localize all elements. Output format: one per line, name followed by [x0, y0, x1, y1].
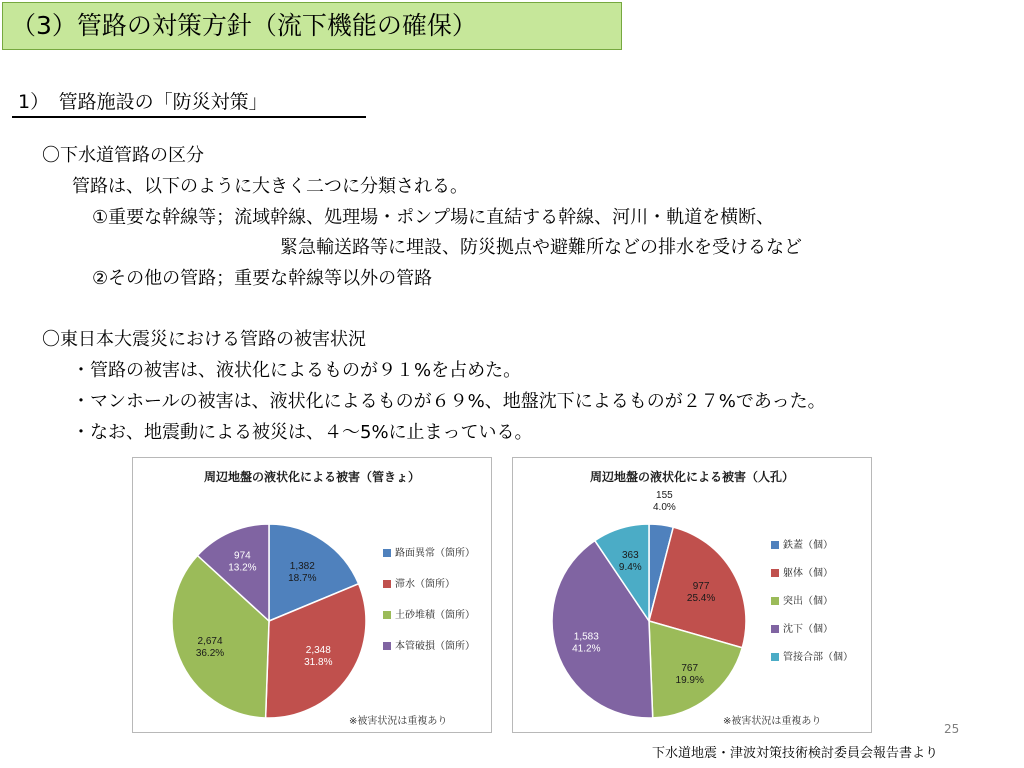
pie-0-legend-swatch-3 — [383, 642, 391, 650]
classification-heading: 〇下水道管路の区分 — [42, 145, 204, 166]
classification-intro: 管路は、以下のように大きく二つに分類される。 — [72, 176, 468, 197]
pie-0-legend-label-0: 路面異常（箇所） — [395, 548, 475, 559]
section-heading: 1） 管路施設の「防災対策」 — [12, 88, 366, 118]
manhole-damage-chart-title: 周辺地盤の液状化による被害（人孔） — [589, 470, 794, 484]
pie-1-data-label-4: 363 9.4% — [618, 549, 642, 573]
damage-bullet-2: ・マンホールの被害は、液状化によるものが６９%、地盤沈下によるものが２７%であった。 — [72, 391, 826, 412]
pie-1-legend-swatch-3 — [771, 625, 779, 633]
pie-1-legend-label-1: 躯体（個） — [783, 568, 833, 579]
damage-bullet-1: ・管路の被害は、液状化によるものが９１%を占めた。 — [72, 360, 522, 381]
classification-item-1: ①重要な幹線等；流域幹線、処理場・ポンプ場に直結する幹線、河川・軌道を横断、 — [92, 207, 775, 228]
manhole-damage-note: ※被害状況は重複あり — [723, 716, 822, 727]
pie-0-legend-swatch-2 — [383, 611, 391, 619]
pipe-damage-chart-title: 周辺地盤の液状化による被害（管きょ） — [203, 470, 420, 484]
slide-title — [2, 2, 622, 50]
pie-1-legend-label-0: 鉄蓋（個） — [783, 540, 833, 551]
pipe-damage-note: ※被害状況は重複あり — [349, 716, 448, 727]
source-citation: 下水道地震・津波対策技術検討委員会報告書より — [652, 746, 939, 761]
pie-1-legend-swatch-0 — [771, 541, 779, 549]
pipe-damage-chart — [132, 457, 492, 733]
page-number: 25 — [944, 722, 960, 736]
slide-title-text: （3）管路の対策方針（流下機能の確保） — [11, 11, 477, 40]
pie-0-data-label-2: 2,674 36.2% — [195, 635, 225, 659]
manhole-damage-chart — [512, 457, 872, 733]
pie-1-legend-swatch-1 — [771, 569, 779, 577]
pie-0-legend-label-1: 滞水（箇所） — [395, 579, 455, 590]
pie-0-legend-label-2: 土砂堆積（箇所） — [395, 610, 475, 621]
pie-0-data-label-3: 974 13.2% — [228, 550, 257, 574]
pie-1-data-label-0: 155 4.0% — [653, 490, 676, 513]
damage-heading: 〇東日本大震災における管路の被害状況 — [42, 329, 366, 350]
pie-1-legend-swatch-2 — [771, 597, 779, 605]
pie-0-legend-label-3: 本管破損（箇所） — [395, 641, 475, 652]
pie-1-legend-label-2: 突出（個） — [783, 596, 833, 607]
pie-0-legend-swatch-1 — [383, 580, 391, 588]
manhole-damage-pie-svg — [513, 458, 871, 732]
pie-1-data-label-1: 977 25.4% — [686, 581, 716, 605]
pie-1-data-label-3: 1,583 41.2% — [572, 631, 601, 655]
pie-0-legend-swatch-0 — [383, 549, 391, 557]
pie-0-data-label-1: 2,348 31.8% — [304, 645, 333, 669]
classification-item-2: ②その他の管路；重要な幹線等以外の管路 — [92, 268, 433, 289]
pie-1-legend-label-4: 管接合部（個） — [783, 652, 853, 663]
pie-1-legend-label-3: 沈下（個） — [783, 624, 833, 635]
classification-item-1-continued: 緊急輸送路等に埋設、防災拠点や避難所などの排水を受けるなど — [280, 237, 802, 258]
damage-bullet-3: ・なお、地震動による被災は、４～5%に止まっている。 — [72, 422, 533, 443]
pie-0-data-label-0: 1,382 18.7% — [288, 561, 317, 585]
pie-1-legend-swatch-4 — [771, 653, 779, 661]
pipe-damage-pie-svg — [133, 458, 491, 732]
pie-1-data-label-2: 767 19.9% — [675, 662, 704, 686]
